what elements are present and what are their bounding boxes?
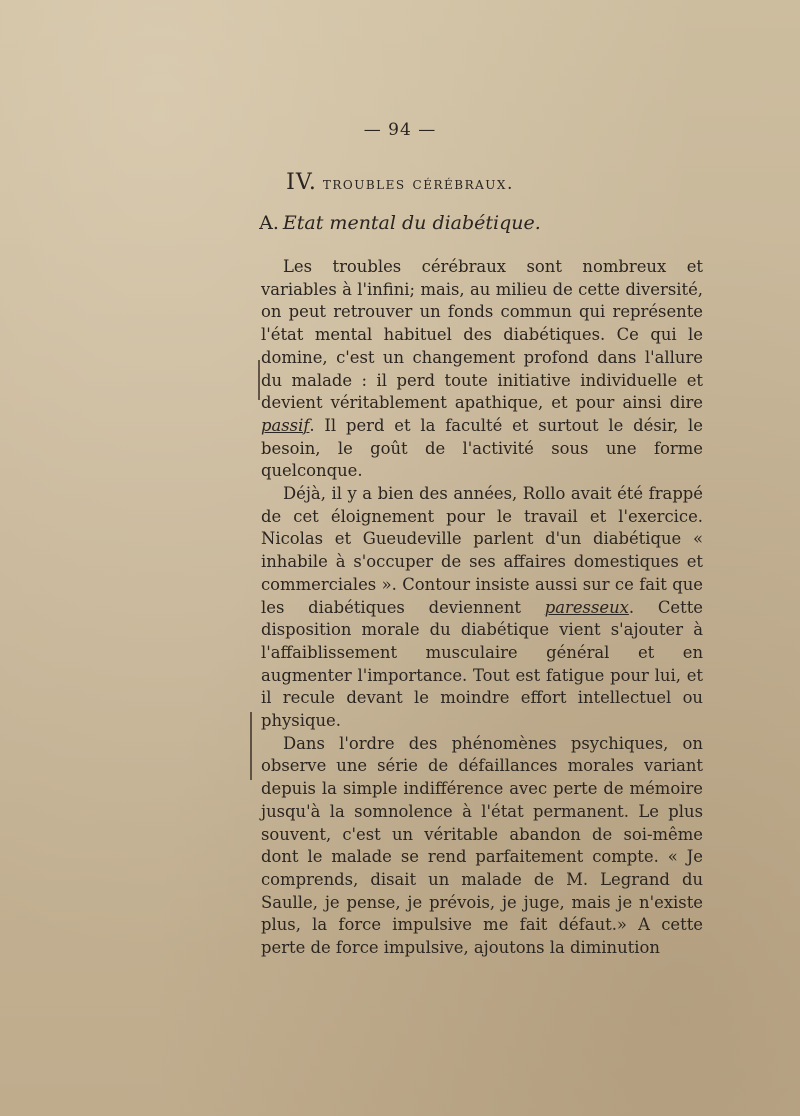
paragraph [261,256,703,483]
page-number: — 94 — [363,120,437,140]
body-text [261,256,703,960]
paragraph-text: Déjà, il y a bien des années, Rollo avait été frappé de cet éloignement pour le travail et l'exercice. Nicolas et Gueudeville parlent d'un diabétique « inhabile à s'occuper de ses affaires domestiques et commerciales ». Contour insiste aussi sur ce fait que les diabétiques deviennent [261,484,703,617]
paragraph-text: Dans l'ordre des phénomènes psychiques, on observe une série de défaillances morales variant depuis la simple indifférence avec perte de mémoire jusqu'à la somnolence à l'état permanent. Le plus souvent, c'est un véritable abandon de soi-même dont le malade se rend parfaitement compte. « Je comprends, disait un malade de M. Legrand du Saulle, je pense, je prévois, je juge, mais je n'existe plus, la force impulsive me fait défaut.» A cette perte de force impulsive, ajoutons la diminution [261,733,703,958]
emphasized-word: passif [261,415,310,435]
section-heading [0,170,800,195]
margin-mark [250,712,252,780]
paragraph-text: . Cette disposition morale du diabétique vient s'ajouter à l'affaiblissement musculaire général et en augmenter l'importance. Tout est fatigue pour lui, et il recule devant le moindre effort intellectuel ou physique. [261,597,703,731]
paragraph [261,483,703,733]
margin-mark [258,360,260,400]
paragraph-text: . Il perd et la faculté et surtout le désir, le besoin, le goût de l'activité sous une forme quelconque. [261,415,703,481]
emphasized-word: paresseux [544,597,629,617]
paragraph-text: Les troubles cérébraux sont nombreux et variables à l'infini; mais, au milieu de cette diversité, on peut retrouver un fonds commun qui représente l'état mental habituel des diabétiques. Ce qui le domine, c'est un changement profond dans l'allure du malade : il perd toute initiative individuelle et devient véritablement apathique, et pour ainsi dire [261,257,703,413]
section-numeral: IV. [286,170,317,195]
subsection-title: Etat mental du diabétique. [282,212,541,234]
section-title: troubles cérébraux. [322,174,514,194]
paragraph [261,733,703,960]
subsection-letter: A. [259,212,279,234]
subsection-heading [0,212,800,234]
